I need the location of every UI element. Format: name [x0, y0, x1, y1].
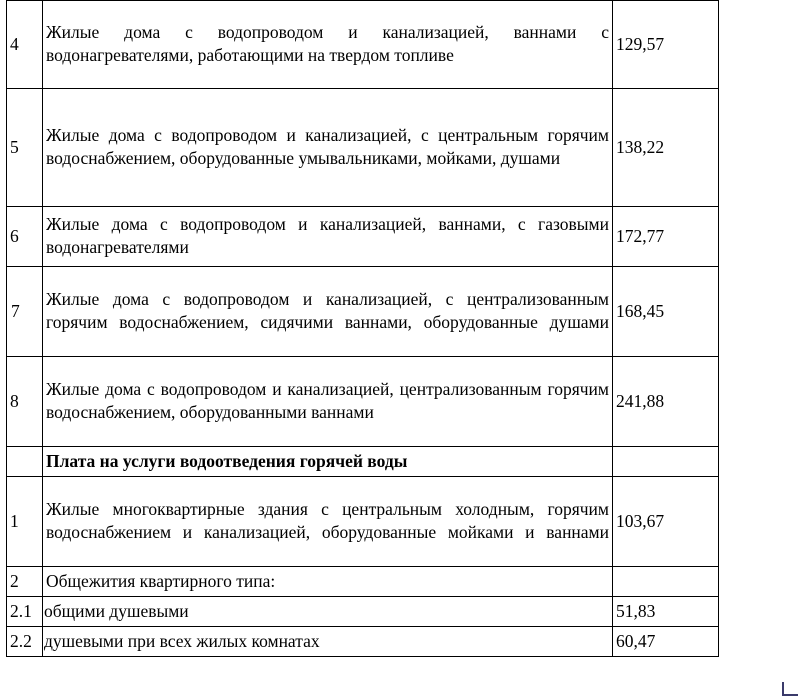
row-number: 8 — [7, 357, 43, 447]
row-value: 172,77 — [613, 207, 719, 267]
table-row — [7, 597, 719, 627]
row-description: Жилые дома с водопроводом и канализацией, с централизованным горячим водоснабжением, сидячими ваннами, оборудованные душами — [43, 267, 613, 357]
tariff-table-body — [7, 1, 719, 657]
row-description: душевыми при всех жилых комнатах — [43, 627, 613, 657]
table-row — [7, 567, 719, 597]
row-description: Жилые дома с водопроводом и канализацией, централизованным горячим водоснабжением, оборудованными ваннами — [43, 357, 613, 447]
row-number: 6 — [7, 207, 43, 267]
table-row — [7, 267, 719, 357]
row-description: общими душевыми — [43, 597, 613, 627]
tariff-table — [6, 0, 719, 657]
row-description: Жилые многоквартирные здания с центральным холодным, горячим водоснабжением и канализацией, оборудованные мойками и ваннами — [43, 477, 613, 567]
row-number: 2.2 — [7, 627, 43, 657]
row-description: Жилые дома с водопроводом и канализацией, ваннами с водонагревателями, работающими на твердом топливе — [43, 1, 613, 89]
row-number: 7 — [7, 267, 43, 357]
table-row — [7, 477, 719, 567]
row-value: 138,22 — [613, 89, 719, 207]
section-title: Плата на услуги водоотведения горячей воды — [43, 447, 613, 477]
row-number — [7, 447, 43, 477]
page-corner-mark-icon — [782, 682, 798, 696]
table-row — [7, 207, 719, 267]
row-value — [613, 567, 719, 597]
row-number: 5 — [7, 89, 43, 207]
row-description: Жилые дома с водопроводом и канализацией, с центральным горячим водоснабжением, оборудованные умывальниками, мойками, душами — [43, 89, 613, 207]
row-value: 103,67 — [613, 477, 719, 567]
row-number: 2 — [7, 567, 43, 597]
row-value — [613, 447, 719, 477]
table-row — [7, 357, 719, 447]
row-number: 2.1 — [7, 597, 43, 627]
row-description: Жилые дома с водопроводом и канализацией, ваннами, с газовыми водонагревателями — [43, 207, 613, 267]
row-value: 51,83 — [613, 597, 719, 627]
table-row — [7, 627, 719, 657]
table-row — [7, 89, 719, 207]
table-row — [7, 1, 719, 89]
row-number: 1 — [7, 477, 43, 567]
row-value: 60,47 — [613, 627, 719, 657]
row-description: Общежития квартирного типа: — [43, 567, 613, 597]
table-section-row — [7, 447, 719, 477]
row-value: 168,45 — [613, 267, 719, 357]
row-value: 129,57 — [613, 1, 719, 89]
row-value: 241,88 — [613, 357, 719, 447]
row-number: 4 — [7, 1, 43, 89]
